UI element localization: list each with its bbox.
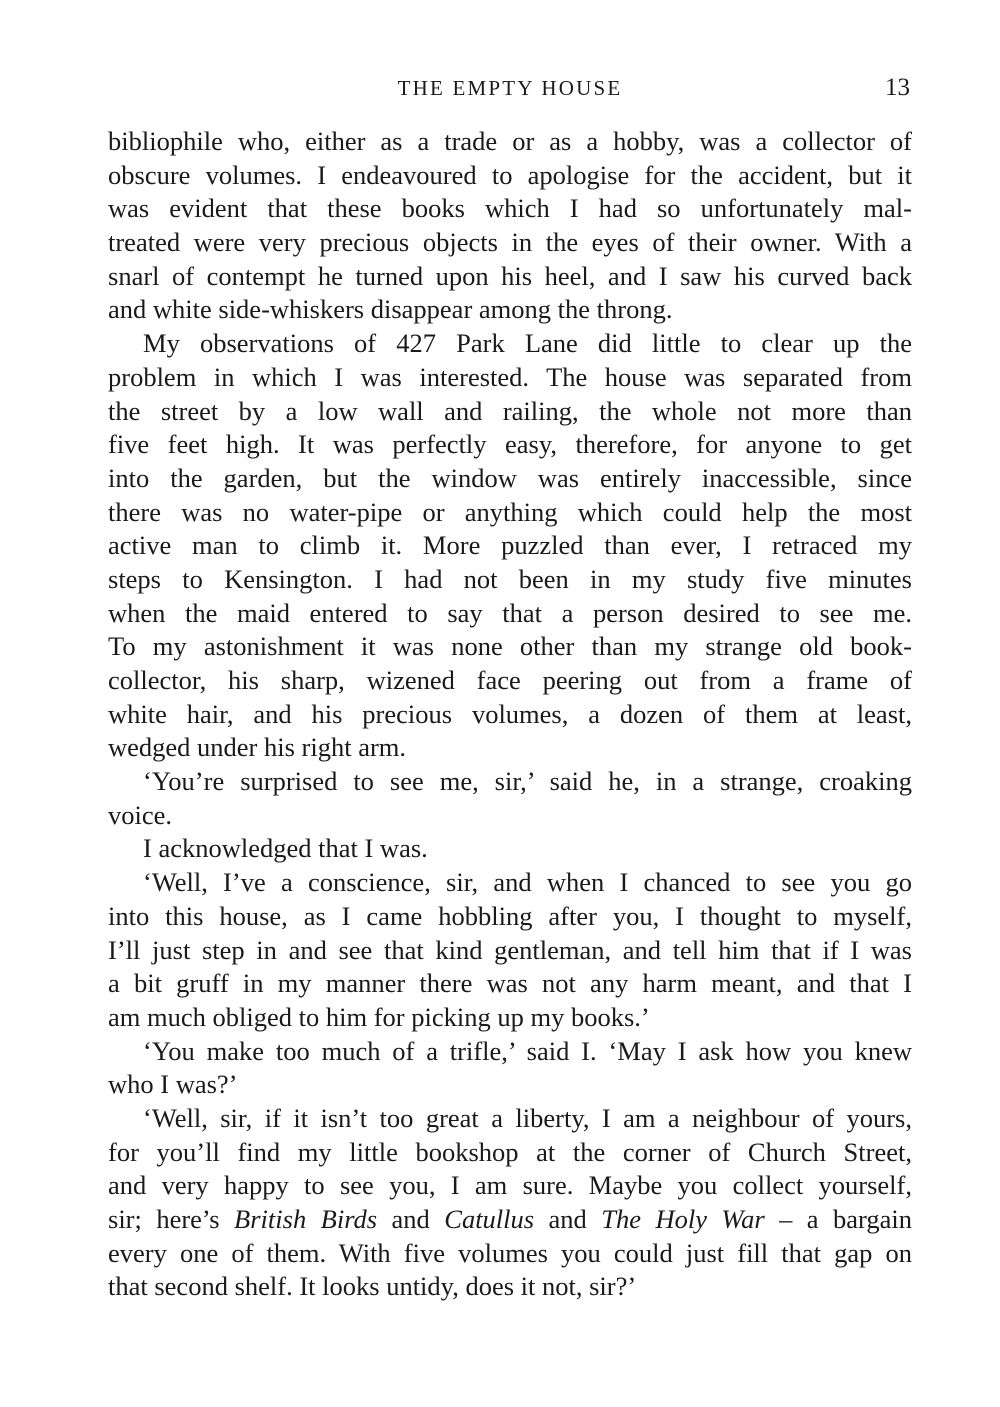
text-line: steps to Kensington. I had not been in my study five minutes	[108, 563, 912, 594]
text-line: that second shelf. It looks untidy, does it not, sir?’	[108, 1271, 637, 1302]
text-line: I’ll just step in and see that kind gentleman, and tell him that if I was	[108, 934, 912, 965]
text-line: active man to climb it. More puzzled than ever, I retraced my	[108, 530, 912, 561]
text-segment: and	[534, 1204, 602, 1234]
text-line: I acknowledged that I was.	[143, 833, 428, 864]
text-line: ‘You make too much of a trifle,’ said I. ‘May I ask how you knew	[143, 1035, 912, 1066]
text-line: into the garden, but the window was entirely inaccessible, since	[108, 462, 912, 493]
text-line: ‘You’re surprised to see me, sir,’ said he, in a strange, croaking	[143, 766, 912, 797]
text-line: obscure volumes. I endeavoured to apologise for the accident, but it	[108, 159, 912, 190]
text-line: My observations of 427 Park Lane did little to clear up the	[143, 328, 912, 359]
text-line: for you’ll find my little bookshop at the corner of Church Street,	[108, 1136, 912, 1167]
text-line: ‘Well, I’ve a conscience, sir, and when I chanced to see you go	[143, 867, 912, 898]
text-line: To my astonishment it was none other than my strange old book-	[108, 631, 912, 662]
text-line: voice.	[108, 799, 173, 830]
text-line: ‘Well, sir, if it isn’t too great a liberty, I am a neighbour of yours,	[143, 1102, 912, 1133]
text-line: snarl of contempt he turned upon his heel, and I saw his curved back	[108, 260, 912, 291]
text-line: every one of them. With five volumes you could just fill that gap on	[108, 1237, 912, 1268]
text-line: who I was?’	[108, 1069, 238, 1100]
text-line: when the maid entered to say that a person desired to see me.	[108, 597, 912, 628]
running-head-title: THE EMPTY HOUSE	[397, 76, 623, 100]
running-head	[0, 76, 1000, 106]
text-line: there was no water-pipe or anything which could help the most	[108, 496, 912, 527]
book-title-british-birds: British Birds	[234, 1204, 378, 1234]
text-line: problem in which I was interested. The house was separated from	[108, 361, 912, 392]
page-number: 13	[885, 74, 910, 101]
text-line: and very happy to see you, I am sure. Maybe you collect yourself,	[108, 1170, 912, 1201]
text-segment: – a bargain	[764, 1204, 912, 1234]
text-line: and white side-whiskers disappear among the throng.	[108, 294, 673, 325]
book-title-catullus: Catullus	[444, 1204, 535, 1234]
text-line: was evident that these books which I had so unfortunately mal-	[108, 193, 912, 224]
body-text	[108, 125, 912, 1304]
text-line: collector, his sharp, wizened face peering out from a frame of	[108, 665, 912, 695]
text-line: the street by a low wall and railing, the whole not more than	[108, 395, 912, 426]
text-line: wedged under his right arm.	[108, 732, 407, 763]
text-line: treated were very precious objects in the eyes of their owner. With a	[108, 227, 912, 258]
text-line: five feet high. It was perfectly easy, therefore, for anyone to get	[108, 429, 912, 460]
text-line: into this house, as I came hobbling after you, I thought to myself,	[108, 900, 912, 931]
text-segment: sir; here’s	[108, 1204, 235, 1234]
text-segment: and	[377, 1204, 445, 1234]
text-line-with-titles	[108, 1203, 912, 1237]
text-line: am much obliged to him for picking up my books.’	[108, 1001, 650, 1032]
text-line: a bit gruff in my manner there was not any harm meant, and that I	[108, 968, 912, 999]
text-line: white hair, and his precious volumes, a dozen of them at least,	[108, 698, 912, 729]
book-title-the-holy-war: The Holy War	[601, 1204, 765, 1234]
text-line: bibliophile who, either as a trade or as a hobby, was a collector of	[108, 126, 912, 156]
